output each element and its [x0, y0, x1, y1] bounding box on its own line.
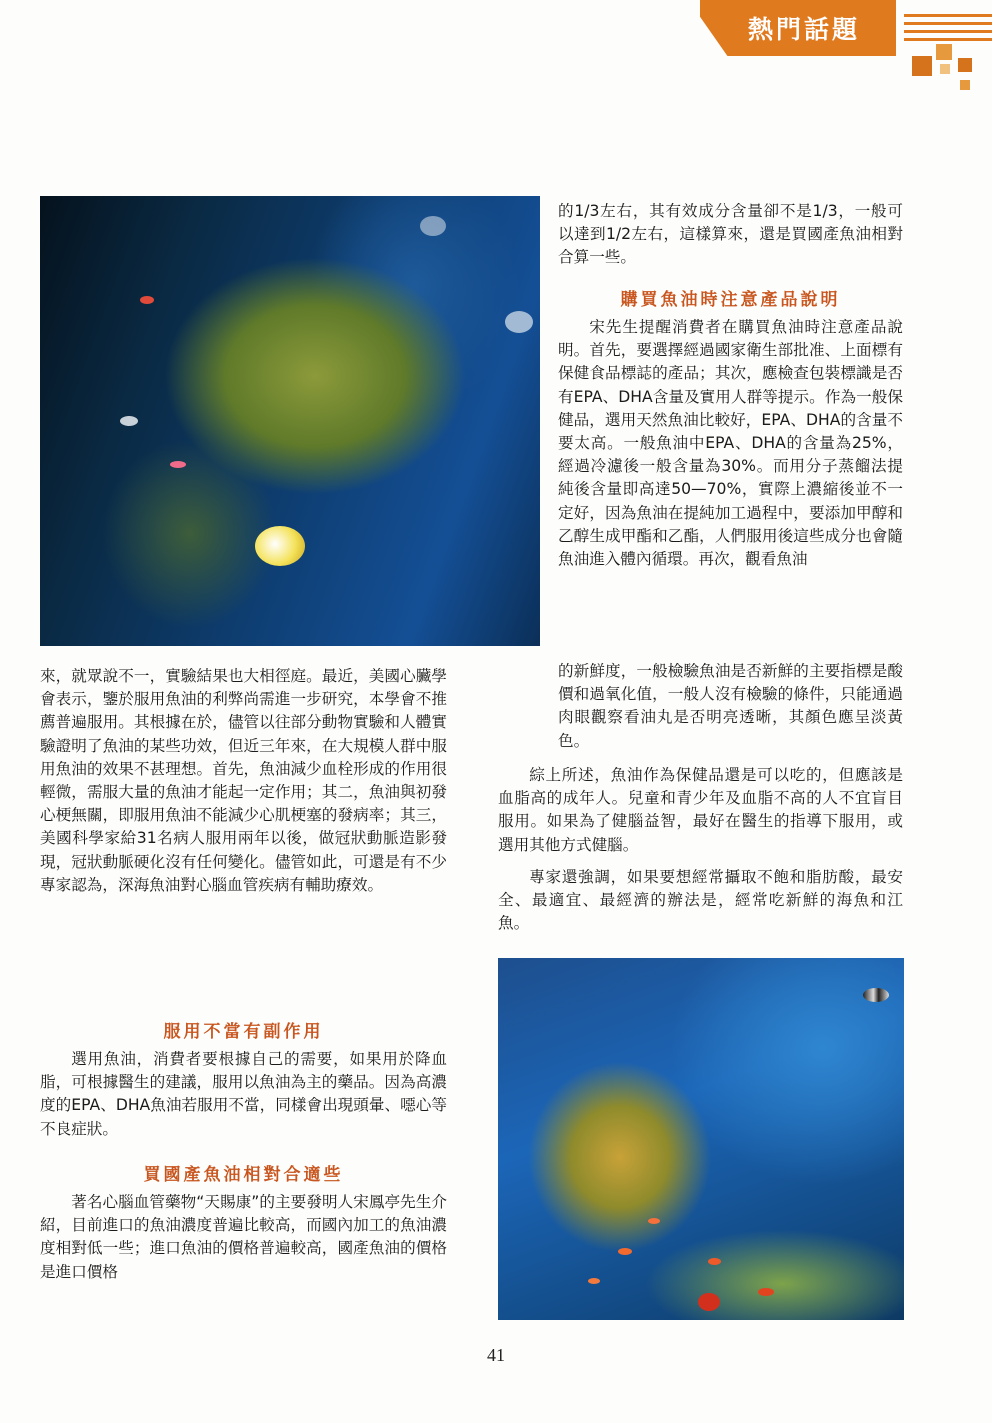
expert-paragraph: 專家還強調，如果要想經常攝取不飽和脂肪酸，最安全、最適宜、最經濟的辦法是，經常吃新鮮的海魚和江魚。 — [498, 868, 903, 933]
page-number: 41 — [487, 1345, 505, 1365]
heading-domestic-fish-oil: 買國產魚油相對合適些 — [143, 1165, 344, 1185]
right-top-paragraph: 的1/3左右，其有效成分含量卻不是1/3，一般可以達到1/2左右，這樣算來，還是買國產魚油相對合算一些。 — [558, 202, 903, 267]
heading-side-effects: 服用不當有副作用 — [163, 1022, 324, 1042]
header-stripe — [904, 30, 992, 33]
side-effects-paragraph: 選用魚油，消費者要根據自己的需要，如果用於降血脂，可根據醫生的建議，服用以魚油為主的藥品。因為高濃度的EPA、DHA魚油若服用不當，同樣會出現頭暈、噁心等不良症狀。 — [40, 1050, 447, 1138]
header-stripe — [904, 22, 992, 25]
buying-paragraph-part2: 的新鮮度，一般檢驗魚油是否新鮮的主要指標是酸價和過氧化值，一般人沒有檢驗的條件，只能通過肉眼觀察看油丸是否明亮透晰，其顏色應呈淡黃色。 — [558, 662, 903, 750]
header-stripe — [904, 14, 992, 17]
summary-paragraph: 綜上所述，魚油作為保健品還是可以吃的，但應該是血脂高的成年人。兒童和青少年及血脂不高的人不宜盲目服用。如果為了健腦益智，最好在醫生的指導下服用，或選用其他方式健腦。 — [498, 766, 903, 854]
heading-buying-fish-oil: 購買魚油時注意產品說明 — [620, 290, 841, 310]
header-stripe — [904, 38, 992, 41]
section-label: 熱門話題 — [748, 15, 861, 44]
coral-reef-photo — [40, 196, 540, 646]
domestic-paragraph: 著名心腦血管藥物“天賜康”的主要發明人宋鳳亭先生介紹，目前進口的魚油濃度普遍比較高，而國內加工的魚油濃度相對低一些；進口魚油的價格普遍較高，國產魚油的價格是進口價格 — [40, 1193, 447, 1281]
reef-fish-photo — [498, 958, 904, 1320]
buying-paragraph-part1: 宋先生提醒消費者在購買魚油時注意產品說明。首先，要選擇經過國家衛生部批准、上面標有保健食品標誌的產品；其次，應檢查包裝標識是否有EPA、DHA含量及實用人群等提示。作為一般保健品，選用天然魚油比較好，EPA、DHA的含量不要太高。一般魚油中EPA、DHA的含量為25%，經過冷濾後一般含量為30%。而用分子蒸餾法提純後含量即高達50—70%，實際上濃縮後並不一定好，因為魚油在提純加工過程中，要添加甲醇和乙醇生成甲酯和乙酯，人們服用後這些成分也會隨魚油進入體內循環。再次，觀看魚油 — [558, 318, 903, 569]
left-continued-paragraph: 來，就眾說不一，實驗結果也大相徑庭。最近，美國心臟學會表示，鑒於服用魚油的利弊尚需進一步研究，本學會不推薦普遍服用。其根據在於，儘管以往部分動物實驗和人體實驗證明了魚油的某些功效，但近三年來，在大規模人群中服用魚油的效果不甚理想。首先，魚油減少血栓形成的作用很輕微，需服大量的魚油才能起一定作用；其二，魚油與初發心梗無關，即服用魚油不能減少心肌梗塞的發病率；其三，美國科學家給31名病人服用兩年以後，做冠狀動脈造影發現，冠狀動脈硬化沒有任何變化。儘管如此，可還是有不少專家認為，深海魚油對心腦血管疾病有輔助療效。 — [40, 667, 447, 894]
